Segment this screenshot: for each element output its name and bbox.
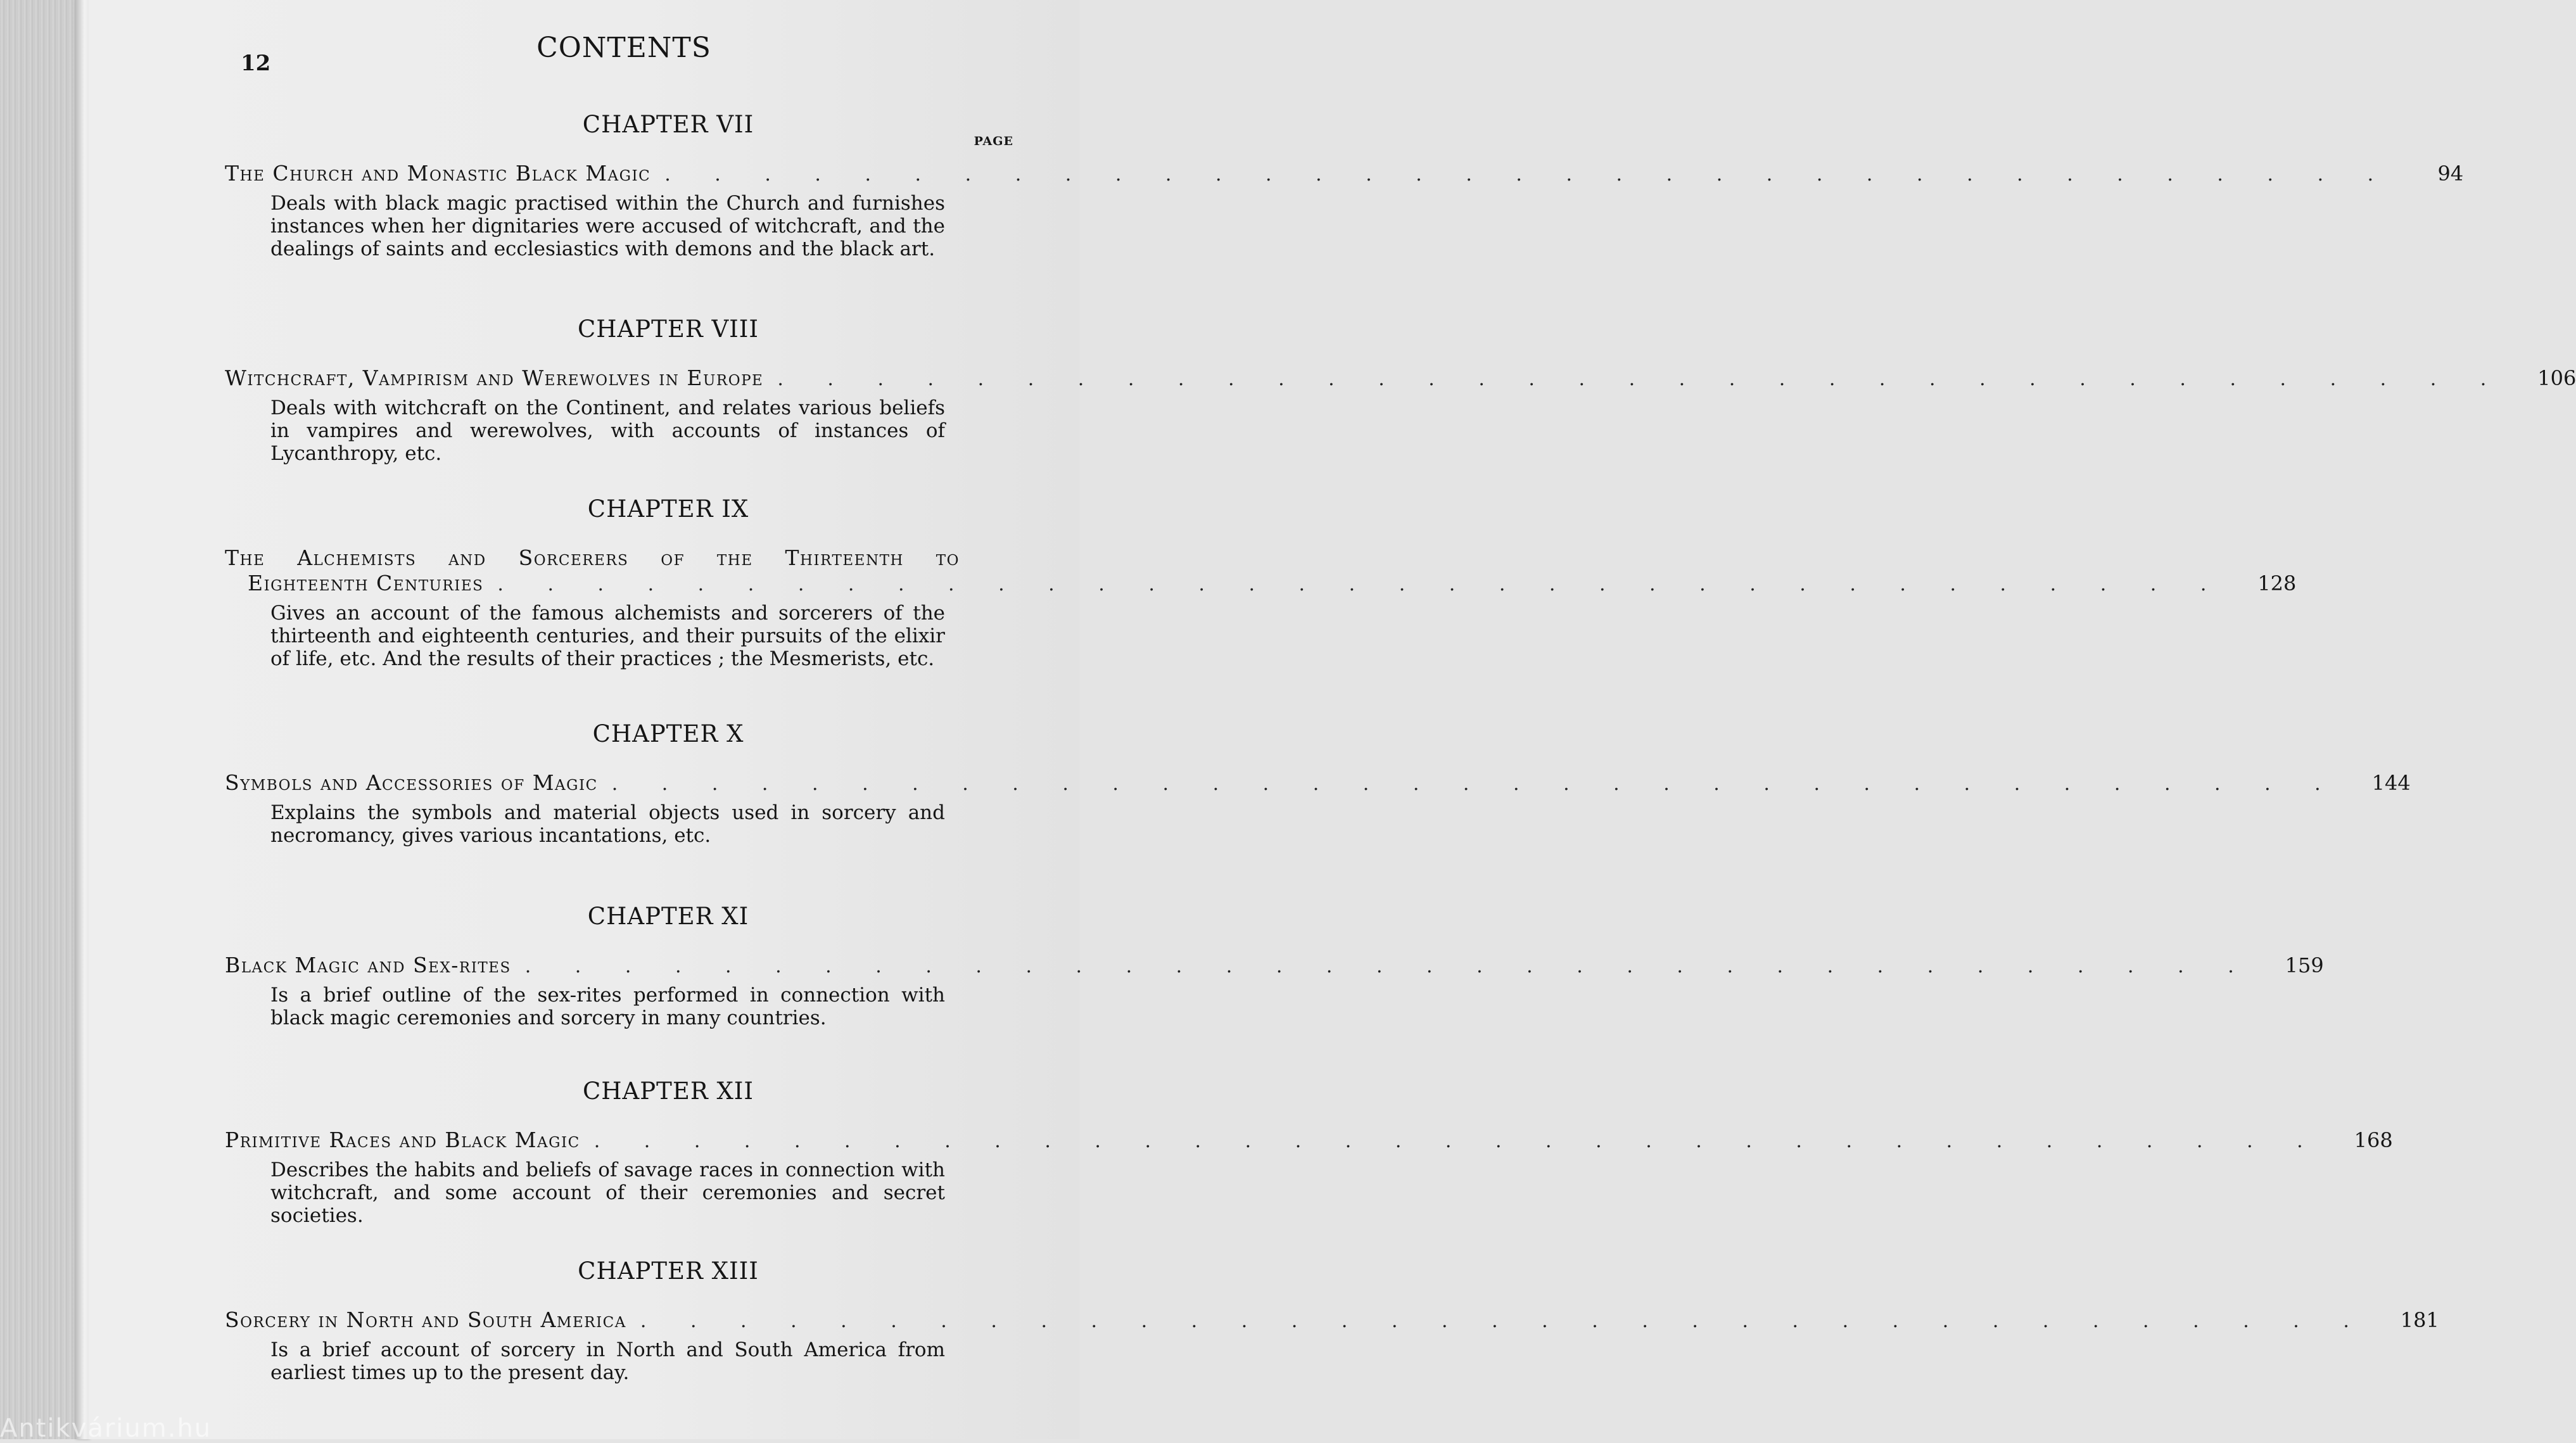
chapter-heading: CHAPTER VII (582, 111, 754, 138)
entry-description: Explains the symbols and material objects used in sorcery and necromancy, gives various incantations, etc. (270, 801, 945, 847)
toc-entry (225, 366, 2576, 390)
toc-entry (225, 1128, 2393, 1152)
running-head: CONTENTS (536, 32, 711, 64)
chapter-xi (225, 903, 2324, 1029)
page-column-label: PAGE (974, 134, 1013, 148)
entry-description: Deals with witchcraft on the Continent, and relates various beliefs in vampires and werewolves, with accounts of instances of Lycanthropy, etc. (270, 397, 945, 465)
entry-description: Describes the habits and beliefs of savage races in connection with witchcraft, and some account of their ceremonies and secret societies. (270, 1159, 945, 1227)
entry-page-number: 144 (2371, 771, 2411, 795)
toc-entry (248, 571, 2297, 595)
chapter-heading: CHAPTER XI (587, 903, 749, 930)
entry-page-number: 106 (2537, 366, 2576, 390)
entry-title: Black Magic and Sex-rites (225, 953, 511, 977)
entry-description: Deals with black magic practised within the Church and furnishes instances when her dignitaries were accused of witchcraft, and the dealings of saints and ecclesiastics with demons and the black art. (270, 192, 945, 260)
chapter-viii (225, 315, 2576, 465)
entry-page-number: 94 (2437, 162, 2464, 186)
chapter-heading: CHAPTER VIII (577, 315, 759, 343)
entry-title-line-2: Eighteenth Centuries (248, 571, 484, 595)
chapter-x (225, 720, 2411, 847)
chapter-heading: CHAPTER XIII (578, 1257, 759, 1285)
watermark: Antikvárium.hu (0, 1414, 212, 1443)
entry-page-number: 128 (2257, 571, 2297, 595)
entry-description: Is a brief outline of the sex-rites performed in connection with black magic ceremonies and sorcery in many countries. (270, 984, 945, 1029)
dot-leader: . . . . . . . . . . . . . . . . . . . . . . . . . . . . . . . . . . . (497, 573, 2226, 595)
entry-page-number: 168 (2354, 1128, 2393, 1152)
chapter-xii (225, 1077, 2393, 1227)
chapter-heading: CHAPTER X (592, 720, 744, 747)
toc-entry (225, 953, 2324, 977)
entry-title: Symbols and Accessories of Magic (225, 770, 598, 795)
dot-leader: . . . . . . . . . . . . . . . . . . . . . . . . . . . . . . . . . . . (777, 368, 2506, 390)
dot-leader: . . . . . . . . . . . . . . . . . . . . . . . . . . . . . . . . . . . (524, 955, 2253, 977)
chapter-heading: CHAPTER IX (587, 495, 749, 523)
entry-page-number: 159 (2285, 953, 2324, 977)
entry-title: Witchcraft, Vampirism and Werewolves in Europe (225, 366, 764, 390)
dot-leader: . . . . . . . . . . . . . . . . . . . . . . . . . . . . . . . . . . . (640, 1310, 2368, 1332)
entry-title: The Church and Monastic Black Magic (225, 161, 651, 186)
dot-leader: . . . . . . . . . . . . . . . . . . . . . . . . . . . . . . . . . . . (593, 1130, 2322, 1152)
entry-page-number: 181 (2400, 1308, 2439, 1332)
chapter-heading: CHAPTER XII (582, 1077, 754, 1105)
entry-title: Primitive Races and Black Magic (225, 1128, 580, 1152)
toc-entry (225, 161, 2464, 186)
book-gutter (0, 0, 75, 1439)
page-number: 12 (241, 51, 271, 76)
page-edge (75, 0, 89, 1439)
entry-description: Gives an account of the famous alchemists and sorcerers of the thirteenth and eighteenth centuries, and their pursuits of the elixir of life, etc. And the results of their practices ; the Mesmerists, etc. (270, 602, 945, 670)
chapter-vii (225, 111, 2464, 260)
dot-leader: . . . . . . . . . . . . . . . . . . . . . . . . . . . . . . . . . . . (664, 163, 2393, 186)
toc-entry (225, 1307, 2439, 1332)
chapter-ix (225, 495, 2297, 670)
entry-title: Sorcery in North and South America (225, 1307, 626, 1332)
toc-entry (225, 770, 2411, 795)
chapter-xiii (225, 1257, 2439, 1384)
dot-leader: . . . . . . . . . . . . . . . . . . . . . . . . . . . . . . . . . . . (611, 773, 2340, 795)
entry-title-line-1: The Alchemists and Sorcerers of the Thirteenth to (225, 545, 960, 570)
entry-description: Is a brief account of sorcery in North and South America from earliest times up to the present day. (270, 1338, 945, 1384)
